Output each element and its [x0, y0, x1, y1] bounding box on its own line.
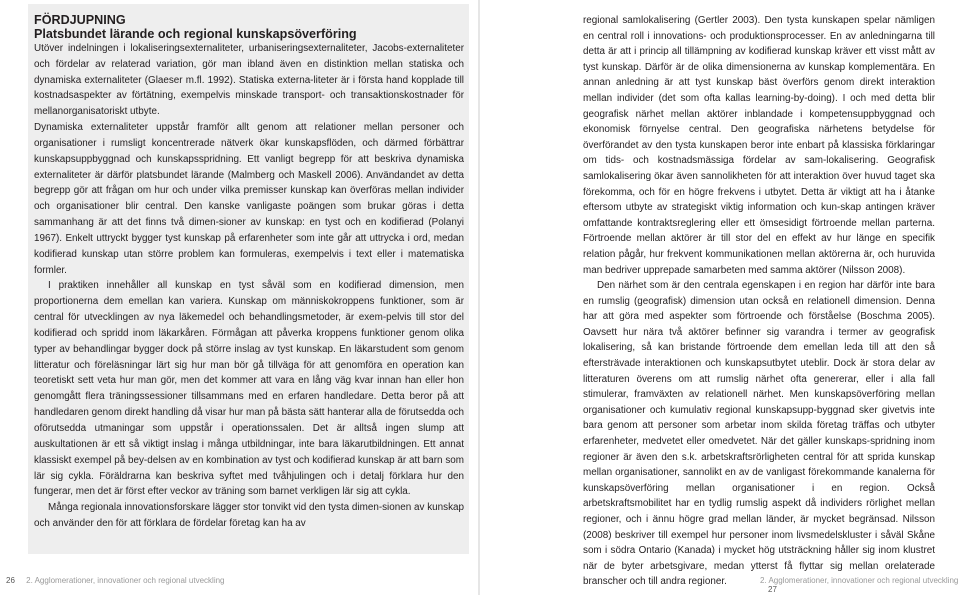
body-paragraph: Den närhet som är den centrala egenskapen i en region har därför inte bara en rumslig (geografisk) dimension utan också en relationell dimension. Denna har att göra med aspekter som förtroende och förståelse (Boschma 2005). Oavsett hur nära två aktörer befinner sig varandra i termer av geografisk lokalisering, så kan bristande förtroende dem emellan leda till att den så eftersträvade interaktionen och kunskapsutbytet uteblir. Dock är stora delar av litteraturen överens om att rumslig närhet ofta genererar, eller i alla fall stimulerar, framväxten av relationell närhet. Men kunskapsöverföring mellan organisationer och kumulativ regional kunskapsupp-byggnad sker givetvis inte bara genom att personer som arbetar inom skilda företag träffas och utbyter erfarenheter, medvetet eller omedvetet. När det gäller kunskaps-spridning inom regioner är även den s.k. arbetskraftsrörligheten central för att sprida kunskap mellan organisationer, sannolikt en av de vanligast förekommande kanalerna för kunskapsöverföring mellan organisationer i en region. Också arbetskraftsmobilitet har en tydlig rumslig aspekt då individers rörlighet mellan regioner, och i ännu högre grad mellan länder, är mycket begränsad. Nilsson (2008) beskriver till exempel hur personer inom livsmedelskluster i såväl Skåne som i södra Ontario (Kanada) i mycket hög utsträckning håller sig inom klustret när de byter arbetsgivare, medan ytterst få flyttar sig mellan orelaterade branscher och till andra regioner.	[583, 280, 935, 588]
right-footer	[760, 576, 959, 594]
box-paragraph: Utöver indelningen i lokaliseringsexternaliteter, urbaniseringsexternaliteter, Jacobs-externaliteter och fördelar av relaterad variation, gör man ibland även en distinktion mellan statiska och dynamiska externaliteter (Glaeser m.fl. 1992). Statiska externa-liteter är i första hand kopplade till kostnadsaspekter av förtätning, exempelvis minskade transport- och transaktionskostnader för mellanorganisatoriskt utbyte.	[34, 43, 464, 118]
box-paragraph: I praktiken innehåller all kunskap en tyst såväl som en kodifierad dimension, men proportionerna dem emellan kan variera. Kunskap om människokroppens funktioner, som är central för utvecklingen av nya läkemedel och behandlingsmetoder, är exem-pelvis till stor del kodifierad och spridd inom läkarkåren. Förmågan att påverka kroppens funktioner genom olika typer av behandlingar bygger dock på större inslag av tyst kunskap. En läkarstudent som genom litteratur och föreläsningar lärt sig hur man bör gå tillväga för att genomföra en operation kan teoretiskt sett veta hur man gör, men det kommer att vara en lång väg kvar innan han eller hon genomgått flera träningssessioner tillsammans med en erfaren handledare. Detta beror på att handledaren genom direkt handling då visar hur man på bästa sätt hanterar alla de förutsedda och oförutsedda utmaningar som uppstår i operationssalen. Det är alltså ingen slump att auskultationen är ett så viktigt inslag i många utbildningar, inte bara läkarutbildningen. Ett annat klassiskt exempel på bey-delsen av en kombination av tyst och kodifierad kunskap är att barn som lär sig cykla. Föräldrarna kan beskriva syftet med tvåhjulingen och i detalj förklara hur den fungerar, men det är först efter veckor av träning som barnet verkligen lär sig att cykla.	[34, 280, 464, 498]
left-page-content	[34, 14, 464, 532]
body-paragraph: regional samlokalisering (Gertler 2003). Den tysta kunskapen spelar nämligen en central roll i innovations- och produktionsprocesser. En av anledningarna till detta är att i princip all tillämpning av kodifierad kunskap kräver ett visst mått av tyst kunskap. Därför är de olika dimensionerna av kunskap komplementära. En annan anledning är att tyst kunskap bäst överförs genom direkt interaktion mellan individer (det som ofta kallas learning-by-doing). I och med detta blir geografisk närhet mellan aktörer inblandade i kompetensuppbyggnad och ekonomisk förnyelse central. Den geografiska närhetens betydelse för överförandet av den tysta kunskapen beror inte enbart på klassiska förklaringar om tids- och kostnadsmässiga fördelar av sam-lokalisering. Geografisk samlokalisering ökar även sannolikheten för att interaktion över huvud taget ska förekomma, och för en högre frekvens i utbytet. Detta är viktigt att ha i åtanke eftersom utbyte av strategiskt viktig information och kun-skap antingen kräver omfattande kontraktsreglering eller ett ömsesidigt förtroende mellan parterna. Förtroende mellan aktörer är till stor del en effekt av hur länge en specifik relation pågår, hur frekvent kommunikationen mellan aktörerna är, och huruvida man bedriver upprepade samarbeten med samma aktörer (Nilsson 2008).	[583, 15, 935, 276]
box-kicker: FÖRDJUPNING	[34, 13, 126, 27]
right-page-content	[583, 13, 935, 590]
page-number: 26	[6, 576, 15, 585]
left-footer	[6, 576, 225, 585]
page-number: 27	[768, 585, 777, 594]
box-paragraph: Dynamiska externaliteter uppstår framför allt genom att relationer mellan personer och organisationer i rumsligt koncentrerade nätverk ökar kunskapsflöden, och därmed förbättrar kunskapsuppbyggnad och kunskapsspridning. Ett vanligt begrepp för att beskriva dynamiska externaliteter är därför platsbundet lärande (Malmberg och Maskell 2006). Användandet av detta begrepp gör att frågan om hur och under vilka premisser kunskap kan överföras mellan individer och organisationer blir central. Den kanske vanligaste poängen som brukar göras i detta sammanhang är att det finns två dimen-sioner av kunskap: en tyst och en kodifierad (Polanyi 1967). Enkelt uttryckt bygger tyst kunskap på erfarenheter som inte går att uttrycka i ord, medan kodifierad kunskap utan större problem kan formuleras, exempelvis i text eller i matematiska formler.	[34, 121, 464, 276]
right-page	[480, 0, 959, 595]
running-footer: 2. Agglomerationer, innovationer och regional utveckling	[760, 576, 959, 585]
box-title: Platsbundet lärande och regional kunskapsöverföring	[34, 26, 357, 41]
left-page	[0, 0, 479, 595]
box-paragraph: Många regionala innovationsforskare lägger stor tonvikt vid den tysta dimen-sionen av kunskap och använder den för att förklara de fördelar företag kan ha av	[34, 502, 464, 530]
running-footer: 2. Agglomerationer, innovationer och regional utveckling	[26, 576, 225, 585]
